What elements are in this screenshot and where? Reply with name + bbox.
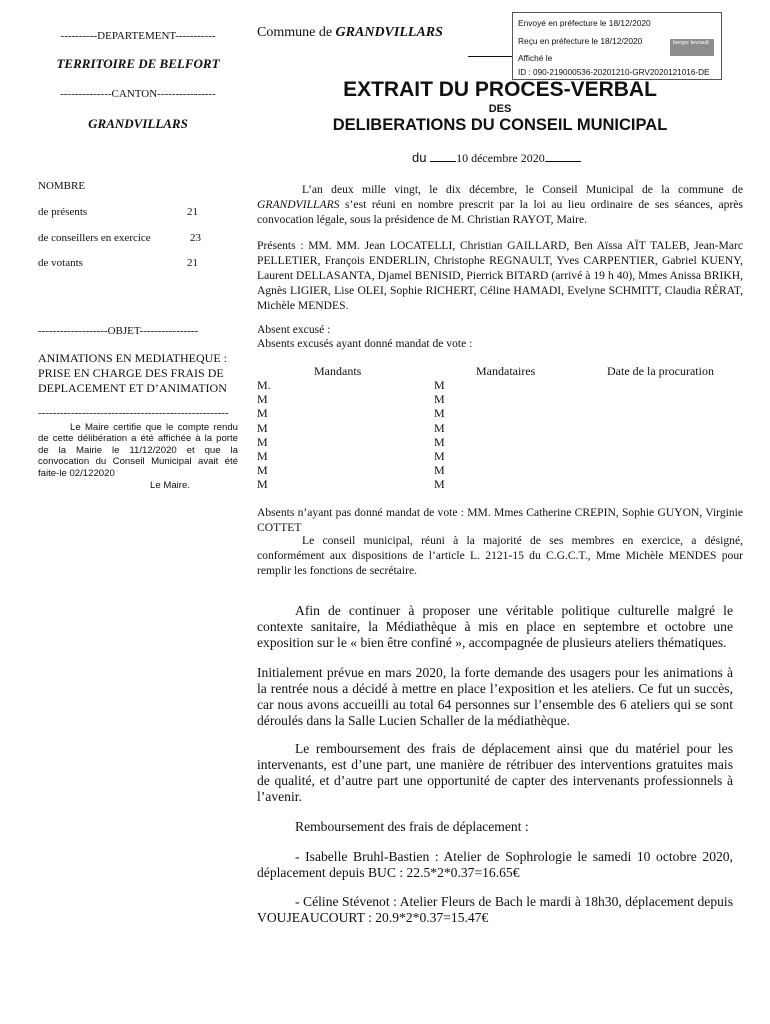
stamp-recu: Reçu en préfecture le 18/12/2020 xyxy=(518,36,643,46)
mandataire-cell: M xyxy=(434,435,445,449)
mandant-cell: M xyxy=(257,463,268,477)
paragraph-exposition: Afin de continuer à proposer une véritable politique culturelle malgré le contexte sanitaire, la Médiathèque à mis en place en septembre et octobre une exposition sur le « bien être confiné », accompagnée de plusieurs ateliers thématiques. xyxy=(257,603,733,650)
paragraph-frais-title: Remboursement des frais de déplacement : xyxy=(295,819,529,834)
paragraph-ateliers: Initialement prévue en mars 2020, la forte demande des usagers pour les animations à la rentrée nous a décidé à mettre en place l’exposition et les ateliers. Ce fut un succès, car nous avons accueilli au total 64 personnes sur l’ensemble des 6 ateliers qui se sont déroulés dans la Salle Lucien Schaller de la médiathèque. xyxy=(257,665,733,728)
commune-header xyxy=(257,25,443,41)
commune-name: GRANDVILLARS xyxy=(335,25,443,40)
berger-levrault-logo: berger levrault xyxy=(670,39,714,56)
mandataire-cell: M xyxy=(434,421,445,435)
mandataire-cell: M xyxy=(434,477,445,491)
document-subtitle: DELIBERATIONS DU CONSEIL MUNICIPAL xyxy=(332,116,668,134)
mandant-cell: M xyxy=(257,392,268,406)
objet-text: ANIMATIONS EN MEDIATHEQUE : PRISE EN CHARGE DES FRAIS DE DEPLACEMENT ET D’ANIMATION xyxy=(38,351,227,395)
presents-paragraph: Présents : MM. MM. Jean LOCATELLI, Christian GAILLARD, Ben Aïssa AÏT TALEB, Jean-Marc PELLETIER, François ENDERLIN, Christophe REGNAULT, Yves CARPENTIER, Gabriel KUENY, Laurent DELLASANTA, Djamel BENISID, Pierrick BITARD (arrivé à 19 h 40), Mmes Anissa BRIKH, Agnès LIGIER, Lise OLEI, Sophie RICHERT, Céline HAMADI, Evelyne SCHMITT, Claudia RÉRAT, Michèle MENDES. xyxy=(257,239,743,312)
mandant-cell: M xyxy=(257,435,268,449)
count-value: 21 xyxy=(187,257,198,269)
count-conseillers xyxy=(38,232,201,244)
mandants-header: Mandants xyxy=(314,364,362,378)
count-label: de votants xyxy=(38,257,83,269)
objet-rule: -------------------OBJET---------------- xyxy=(38,325,199,337)
absents-sans-mandat: Absents n’ayant pas donné mandat de vote : MM. Mmes Catherine CREPIN, Sophie GUYON, Virginie COTTET xyxy=(257,506,743,534)
header-underline xyxy=(468,56,514,57)
maire-signature: Le Maire. xyxy=(150,480,190,491)
frais-item-stevenot: - Céline Stévenot : Atelier Fleurs de Bach le mardi à 18h30, déplacement depuis VOUJEAUCOURT : 20.9*2*0.37=15.47€ xyxy=(257,894,733,925)
mandant-cell: M xyxy=(257,477,268,491)
mandataire-cell: M xyxy=(434,392,445,406)
mandataire-cell: M xyxy=(434,406,445,420)
mandataire-cell: M xyxy=(434,449,445,463)
canton-commune: GRANDVILLARS xyxy=(88,116,188,131)
departement-rule: ----------DEPARTEMENT----------- xyxy=(60,30,216,42)
count-presents xyxy=(38,206,198,218)
mandant-cell: M xyxy=(257,421,268,435)
paragraph-remboursement: Le remboursement des frais de déplacement ainsi que du matériel pour les intervenants, est d’une part, une manière de rétribuer des interventions gratuites mais de qualité, et d’autre part une opportunité de capter des intervenants professionnels à l’avenir. xyxy=(257,741,733,804)
canton-rule: --------------CANTON---------------- xyxy=(60,88,216,100)
date-value: 10 décembre 2020 xyxy=(456,151,545,165)
commune-prefix: Commune de xyxy=(257,25,336,40)
mandant-cell: M. xyxy=(257,378,271,392)
stamp-affiche: Affiché le xyxy=(518,53,553,63)
date-blank xyxy=(545,161,581,162)
title-des: DES xyxy=(488,103,512,115)
intro-paragraph xyxy=(257,182,743,227)
date-procuration-header: Date de la procuration xyxy=(607,364,714,378)
absents-mandat-label: Absents excusés ayant donné mandat de vote : xyxy=(257,337,473,350)
intro-post: s’est réuni en nombre prescrit par la loi au lieu ordinaire de ses séances, après convocation légale, sous la présidence de M. Christian RAYOT, Maire. xyxy=(257,198,743,226)
date-prefix: du xyxy=(412,150,431,165)
secretaire-paragraph: Le conseil municipal, réuni à la majorité de ses membres en exercice, a désigné, conformément aux dispositions de l’article L. 2121-15 du C.G.C.T., Mme Michèle MENDES pour remplir les fonctions de secrétaire. xyxy=(257,534,743,577)
territoire-label: TERRITOIRE DE BELFORT xyxy=(56,56,220,71)
count-label: de conseillers en exercice xyxy=(38,232,151,244)
stamp-id: ID : 090-219000536-20201210-GRV2020121016-DE xyxy=(518,68,710,77)
dash-rule: ---------------------------------------------------- xyxy=(38,407,229,419)
count-value: 21 xyxy=(187,206,198,218)
count-label: de présents xyxy=(38,206,88,218)
mandataire-cell: M xyxy=(434,378,445,392)
certification-text: Le Maire certifie que le compte rendu de cette délibération a été affichée à la porte de la Mairie le 11/12/2020 et que la convocation du Conseil Municipal avait été faite-le 02/122020 xyxy=(38,422,238,479)
mandant-cell: M xyxy=(257,406,268,420)
stamp-envoye: Envoyé en préfecture le 18/12/2020 xyxy=(518,18,651,28)
date-blank xyxy=(430,161,456,162)
frais-item-bruhl: - Isabelle Bruhl-Bastien : Atelier de Sophrologie le samedi 10 octobre 2020, déplacement depuis BUC : 22.5*2*0.37=16.65€ xyxy=(257,849,733,880)
prefecture-stamp xyxy=(512,12,722,80)
mandataire-cell: M xyxy=(434,463,445,477)
intro-pre: L’an deux mille vingt, le dix décembre, le Conseil Municipal de la commune de xyxy=(302,183,743,196)
session-date xyxy=(412,150,581,166)
mandataires-header: Mandataires xyxy=(476,364,536,378)
mandant-cell: M xyxy=(257,449,268,463)
intro-commune: GRANDVILLARS xyxy=(257,198,340,211)
nombre-label: NOMBRE xyxy=(38,180,86,192)
count-votants xyxy=(38,257,198,269)
count-value: 23 xyxy=(190,232,201,244)
document-title: EXTRAIT DU PROCES-VERBAL xyxy=(343,78,657,101)
absent-excuse: Absent excusé : xyxy=(257,323,331,336)
